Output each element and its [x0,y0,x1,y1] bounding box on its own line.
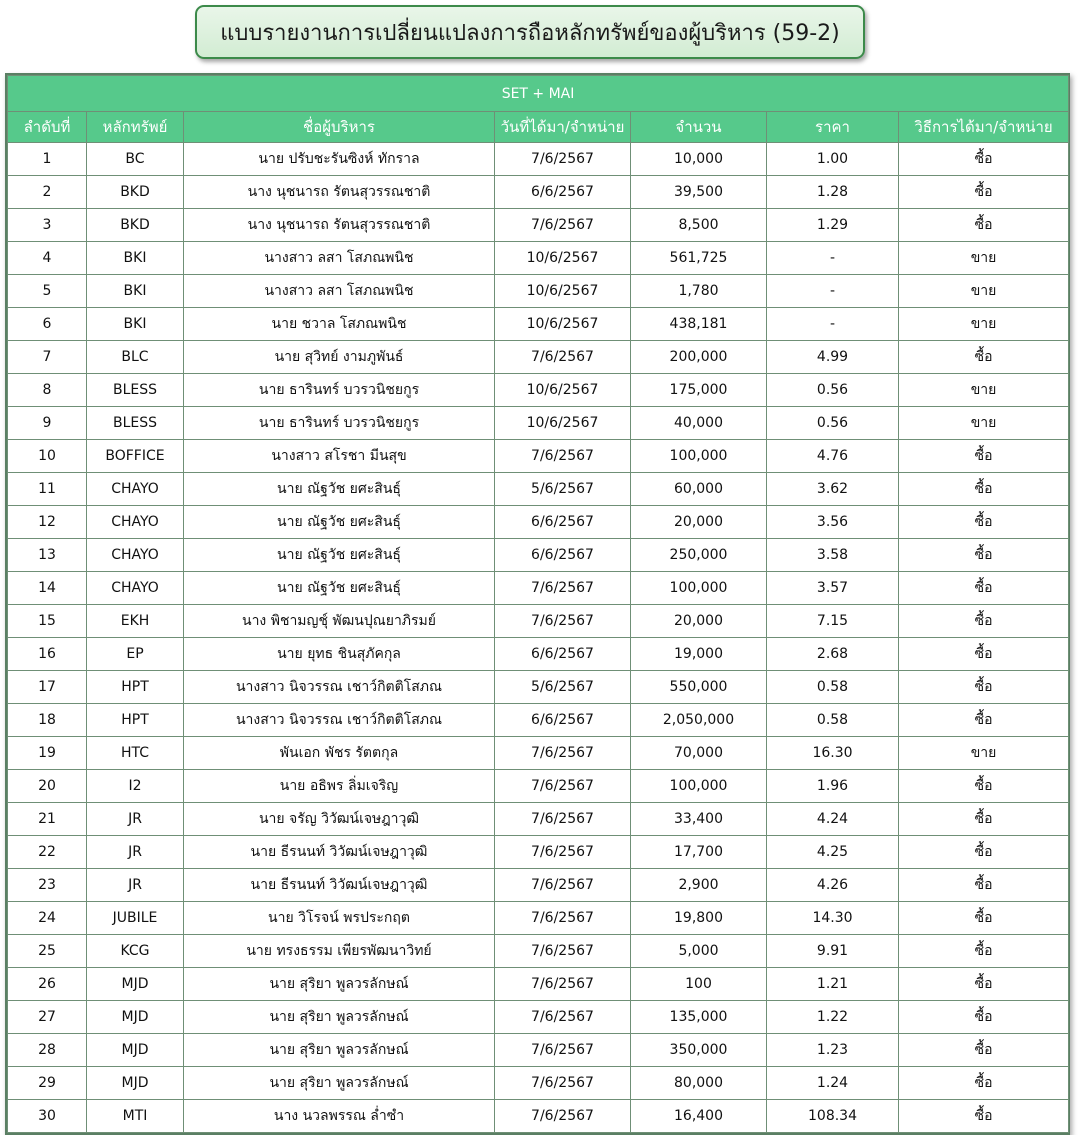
cell-name: นาย ณัฐวัช ยศะสินธุ์ [184,506,495,539]
cell-date: 6/6/2567 [495,539,631,572]
cell-symbol: JUBILE [87,902,184,935]
cell-name: นาย ปรับชะรันซิงห์ ทักราล [184,143,495,176]
cell-price: 1.22 [767,1001,899,1034]
cell-method: ซื้อ [899,1100,1069,1133]
cell-volume: 8,500 [631,209,767,242]
cell-no: 19 [8,737,87,770]
table-row [8,803,1069,836]
cell-volume: 16,400 [631,1100,767,1133]
cell-symbol: HPT [87,671,184,704]
cell-symbol: CHAYO [87,473,184,506]
column-header-row [8,112,1069,143]
cell-name: นาย จรัญ วิวัฒน์เจษฎาวุฒิ [184,803,495,836]
cell-no: 24 [8,902,87,935]
cell-price: 1.28 [767,176,899,209]
cell-name: นาย สุริยา พูลวรลักษณ์ [184,1034,495,1067]
cell-method: ซื้อ [899,572,1069,605]
table-row [8,704,1069,737]
cell-price: 0.56 [767,407,899,440]
cell-price: 14.30 [767,902,899,935]
cell-symbol: BC [87,143,184,176]
cell-no: 18 [8,704,87,737]
cell-date: 7/6/2567 [495,770,631,803]
cell-name: นาย ธีรนนท์ วิวัฒน์เจษฎาวุฒิ [184,836,495,869]
cell-method: ซื้อ [899,638,1069,671]
cell-date: 6/6/2567 [495,638,631,671]
cell-symbol: MJD [87,968,184,1001]
cell-no: 23 [8,869,87,902]
cell-method: ซื้อ [899,836,1069,869]
cell-name: นาย สุวิทย์ งามภูพันธ์ [184,341,495,374]
table-row [8,638,1069,671]
cell-volume: 100,000 [631,572,767,605]
cell-price: 16.30 [767,737,899,770]
header-volume: จำนวน [631,112,767,143]
cell-no: 29 [8,1067,87,1100]
cell-method: ซื้อ [899,770,1069,803]
cell-price: 108.34 [767,1100,899,1133]
cell-no: 12 [8,506,87,539]
report-table [7,75,1069,1133]
cell-date: 6/6/2567 [495,506,631,539]
cell-no: 13 [8,539,87,572]
cell-volume: 100,000 [631,770,767,803]
table-row [8,1034,1069,1067]
cell-symbol: HTC [87,737,184,770]
cell-method: ซื้อ [899,1001,1069,1034]
cell-date: 7/6/2567 [495,143,631,176]
cell-no: 22 [8,836,87,869]
cell-volume: 2,050,000 [631,704,767,737]
table-row [8,539,1069,572]
cell-symbol: HPT [87,704,184,737]
table-row [8,605,1069,638]
cell-price: 1.24 [767,1067,899,1100]
cell-name: นาย ชวาล โสภณพนิช [184,308,495,341]
cell-volume: 350,000 [631,1034,767,1067]
cell-date: 7/6/2567 [495,902,631,935]
cell-name: นาย ธารินทร์ บวรวนิชยกูร [184,407,495,440]
cell-name: นาย ธารินทร์ บวรวนิชยกูร [184,374,495,407]
cell-symbol: JR [87,836,184,869]
cell-date: 7/6/2567 [495,1067,631,1100]
cell-method: ซื้อ [899,539,1069,572]
cell-method: ขาย [899,308,1069,341]
cell-symbol: BKI [87,308,184,341]
cell-no: 6 [8,308,87,341]
cell-name: นาง พิชามญชุ์ พัฒนปุณยาภิรมย์ [184,605,495,638]
cell-price: 3.62 [767,473,899,506]
cell-date: 5/6/2567 [495,671,631,704]
cell-no: 14 [8,572,87,605]
cell-volume: 135,000 [631,1001,767,1034]
cell-symbol: JR [87,803,184,836]
cell-symbol: BLESS [87,407,184,440]
cell-no: 8 [8,374,87,407]
table-row [8,473,1069,506]
cell-name: นาย สุริยา พูลวรลักษณ์ [184,1001,495,1034]
cell-method: ซื้อ [899,341,1069,374]
cell-symbol: EKH [87,605,184,638]
cell-volume: 200,000 [631,341,767,374]
cell-name: นาย ยุทธ ชินสุภัคกุล [184,638,495,671]
cell-method: ซื้อ [899,902,1069,935]
cell-name: นาย ทรงธรรม เพียรพัฒนาวิทย์ [184,935,495,968]
cell-price: 1.23 [767,1034,899,1067]
cell-symbol: JR [87,869,184,902]
cell-method: ซื้อ [899,605,1069,638]
cell-price: 4.25 [767,836,899,869]
table-row [8,935,1069,968]
cell-date: 10/6/2567 [495,308,631,341]
cell-symbol: CHAYO [87,539,184,572]
header-date: วันที่ได้มา/จำหน่าย [495,112,631,143]
table-row [8,737,1069,770]
cell-symbol: BKD [87,176,184,209]
cell-price: 4.76 [767,440,899,473]
cell-symbol: BLC [87,341,184,374]
cell-date: 7/6/2567 [495,1034,631,1067]
table-row [8,440,1069,473]
cell-price: - [767,242,899,275]
cell-volume: 100,000 [631,440,767,473]
cell-name: นางสาว สโรชา มีนสุข [184,440,495,473]
cell-no: 21 [8,803,87,836]
cell-method: ซื้อ [899,869,1069,902]
cell-volume: 17,700 [631,836,767,869]
cell-volume: 10,000 [631,143,767,176]
cell-name: นางสาว ลสา โสภณพนิช [184,275,495,308]
table-body [8,143,1069,1133]
cell-method: ซื้อ [899,473,1069,506]
table-row [8,374,1069,407]
cell-price: - [767,308,899,341]
cell-date: 7/6/2567 [495,1001,631,1034]
table-row [8,176,1069,209]
cell-no: 27 [8,1001,87,1034]
cell-date: 6/6/2567 [495,704,631,737]
cell-no: 28 [8,1034,87,1067]
cell-no: 15 [8,605,87,638]
table-row [8,506,1069,539]
table-row [8,770,1069,803]
cell-symbol: CHAYO [87,506,184,539]
cell-method: ขาย [899,242,1069,275]
cell-symbol: MTI [87,1100,184,1133]
cell-price: 1.00 [767,143,899,176]
cell-no: 30 [8,1100,87,1133]
market-label: SET + MAI [8,76,1069,112]
cell-volume: 250,000 [631,539,767,572]
cell-date: 5/6/2567 [495,473,631,506]
cell-date: 7/6/2567 [495,737,631,770]
table-row [8,671,1069,704]
cell-price: 7.15 [767,605,899,638]
market-header-row [8,76,1069,112]
cell-method: ซื้อ [899,935,1069,968]
cell-volume: 40,000 [631,407,767,440]
cell-symbol: EP [87,638,184,671]
table-row [8,209,1069,242]
cell-date: 7/6/2567 [495,803,631,836]
cell-method: ซื้อ [899,803,1069,836]
cell-date: 7/6/2567 [495,968,631,1001]
table-row [8,836,1069,869]
cell-volume: 20,000 [631,605,767,638]
cell-symbol: MJD [87,1034,184,1067]
header-symbol: หลักทรัพย์ [87,112,184,143]
cell-symbol: BKI [87,275,184,308]
cell-name: นาย สุริยา พูลวรลักษณ์ [184,968,495,1001]
table-row [8,902,1069,935]
cell-name: นาย อธิพร ลิ่มเจริญ [184,770,495,803]
cell-price: 4.24 [767,803,899,836]
cell-name: นาย ณัฐวัช ยศะสินธุ์ [184,473,495,506]
cell-symbol: MJD [87,1001,184,1034]
cell-no: 5 [8,275,87,308]
cell-method: ซื้อ [899,968,1069,1001]
cell-method: ขาย [899,374,1069,407]
header-method: วิธีการได้มา/จำหน่าย [899,112,1069,143]
cell-date: 7/6/2567 [495,605,631,638]
cell-price: 4.99 [767,341,899,374]
cell-method: ซื้อ [899,506,1069,539]
cell-price: 9.91 [767,935,899,968]
cell-no: 11 [8,473,87,506]
header-no: ลำดับที่ [8,112,87,143]
cell-no: 10 [8,440,87,473]
cell-name: นางสาว ลสา โสภณพนิช [184,242,495,275]
cell-method: ซื้อ [899,1067,1069,1100]
table-row [8,1100,1069,1133]
report-table-container [5,73,1070,1135]
cell-date: 10/6/2567 [495,275,631,308]
cell-price: 4.26 [767,869,899,902]
cell-volume: 80,000 [631,1067,767,1100]
table-row [8,275,1069,308]
cell-name: นางสาว นิจวรรณ เชาว์กิตติโสภณ [184,704,495,737]
cell-volume: 100 [631,968,767,1001]
cell-volume: 2,900 [631,869,767,902]
cell-date: 7/6/2567 [495,209,631,242]
cell-volume: 70,000 [631,737,767,770]
table-row [8,1067,1069,1100]
cell-symbol: BKI [87,242,184,275]
cell-volume: 39,500 [631,176,767,209]
cell-price: 0.56 [767,374,899,407]
cell-symbol: I2 [87,770,184,803]
cell-price: 0.58 [767,671,899,704]
cell-date: 7/6/2567 [495,572,631,605]
cell-date: 7/6/2567 [495,836,631,869]
table-row [8,968,1069,1001]
table-row [8,407,1069,440]
cell-date: 6/6/2567 [495,176,631,209]
cell-no: 1 [8,143,87,176]
cell-symbol: BOFFICE [87,440,184,473]
header-price: ราคา [767,112,899,143]
cell-symbol: CHAYO [87,572,184,605]
cell-date: 7/6/2567 [495,1100,631,1133]
table-row [8,143,1069,176]
cell-price: 1.96 [767,770,899,803]
cell-method: ซื้อ [899,209,1069,242]
cell-volume: 561,725 [631,242,767,275]
report-title: แบบรายงานการเปลี่ยนแปลงการถือหลักทรัพย์ของผู้บริหาร (59-2) [195,5,865,59]
cell-price: 3.58 [767,539,899,572]
cell-date: 7/6/2567 [495,935,631,968]
cell-method: ซื้อ [899,143,1069,176]
header-name: ชื่อผู้บริหาร [184,112,495,143]
cell-date: 10/6/2567 [495,407,631,440]
cell-name: นาย ณัฐวัช ยศะสินธุ์ [184,572,495,605]
cell-no: 9 [8,407,87,440]
table-row [8,1001,1069,1034]
cell-price: 3.57 [767,572,899,605]
cell-volume: 438,181 [631,308,767,341]
cell-no: 16 [8,638,87,671]
cell-volume: 550,000 [631,671,767,704]
cell-no: 20 [8,770,87,803]
cell-date: 7/6/2567 [495,869,631,902]
table-row [8,341,1069,374]
cell-date: 10/6/2567 [495,374,631,407]
cell-no: 26 [8,968,87,1001]
table-row [8,572,1069,605]
cell-method: ซื้อ [899,1034,1069,1067]
cell-method: ขาย [899,275,1069,308]
cell-date: 7/6/2567 [495,341,631,374]
cell-name: นาง นวลพรรณ ล่ำซำ [184,1100,495,1133]
table-row [8,869,1069,902]
cell-date: 10/6/2567 [495,242,631,275]
cell-volume: 33,400 [631,803,767,836]
cell-no: 25 [8,935,87,968]
table-row [8,308,1069,341]
cell-price: 0.58 [767,704,899,737]
cell-volume: 19,000 [631,638,767,671]
table-row [8,242,1069,275]
cell-price: - [767,275,899,308]
cell-price: 1.21 [767,968,899,1001]
cell-no: 3 [8,209,87,242]
cell-volume: 20,000 [631,506,767,539]
cell-symbol: KCG [87,935,184,968]
cell-price: 1.29 [767,209,899,242]
cell-method: ซื้อ [899,704,1069,737]
cell-name: นาย ธีรนนท์ วิวัฒน์เจษฎาวุฒิ [184,869,495,902]
cell-volume: 5,000 [631,935,767,968]
cell-name: นาย วิโรจน์ พรประกฤต [184,902,495,935]
cell-no: 4 [8,242,87,275]
cell-method: ซื้อ [899,176,1069,209]
cell-name: พันเอก พัชร รัตตกุล [184,737,495,770]
cell-method: ขาย [899,737,1069,770]
cell-name: นาย สุริยา พูลวรลักษณ์ [184,1067,495,1100]
cell-volume: 175,000 [631,374,767,407]
cell-method: ซื้อ [899,671,1069,704]
cell-price: 2.68 [767,638,899,671]
cell-volume: 1,780 [631,275,767,308]
cell-name: นาง นุชนารถ รัตนสุวรรณชาติ [184,176,495,209]
cell-symbol: BLESS [87,374,184,407]
cell-symbol: MJD [87,1067,184,1100]
cell-date: 7/6/2567 [495,440,631,473]
cell-name: นาย ณัฐวัช ยศะสินธุ์ [184,539,495,572]
cell-no: 17 [8,671,87,704]
cell-name: นาง นุชนารถ รัตนสุวรรณชาติ [184,209,495,242]
cell-symbol: BKD [87,209,184,242]
cell-name: นางสาว นิจวรรณ เชาว์กิตติโสภณ [184,671,495,704]
cell-volume: 19,800 [631,902,767,935]
cell-method: ซื้อ [899,440,1069,473]
cell-no: 7 [8,341,87,374]
cell-no: 2 [8,176,87,209]
cell-method: ขาย [899,407,1069,440]
cell-price: 3.56 [767,506,899,539]
cell-volume: 60,000 [631,473,767,506]
